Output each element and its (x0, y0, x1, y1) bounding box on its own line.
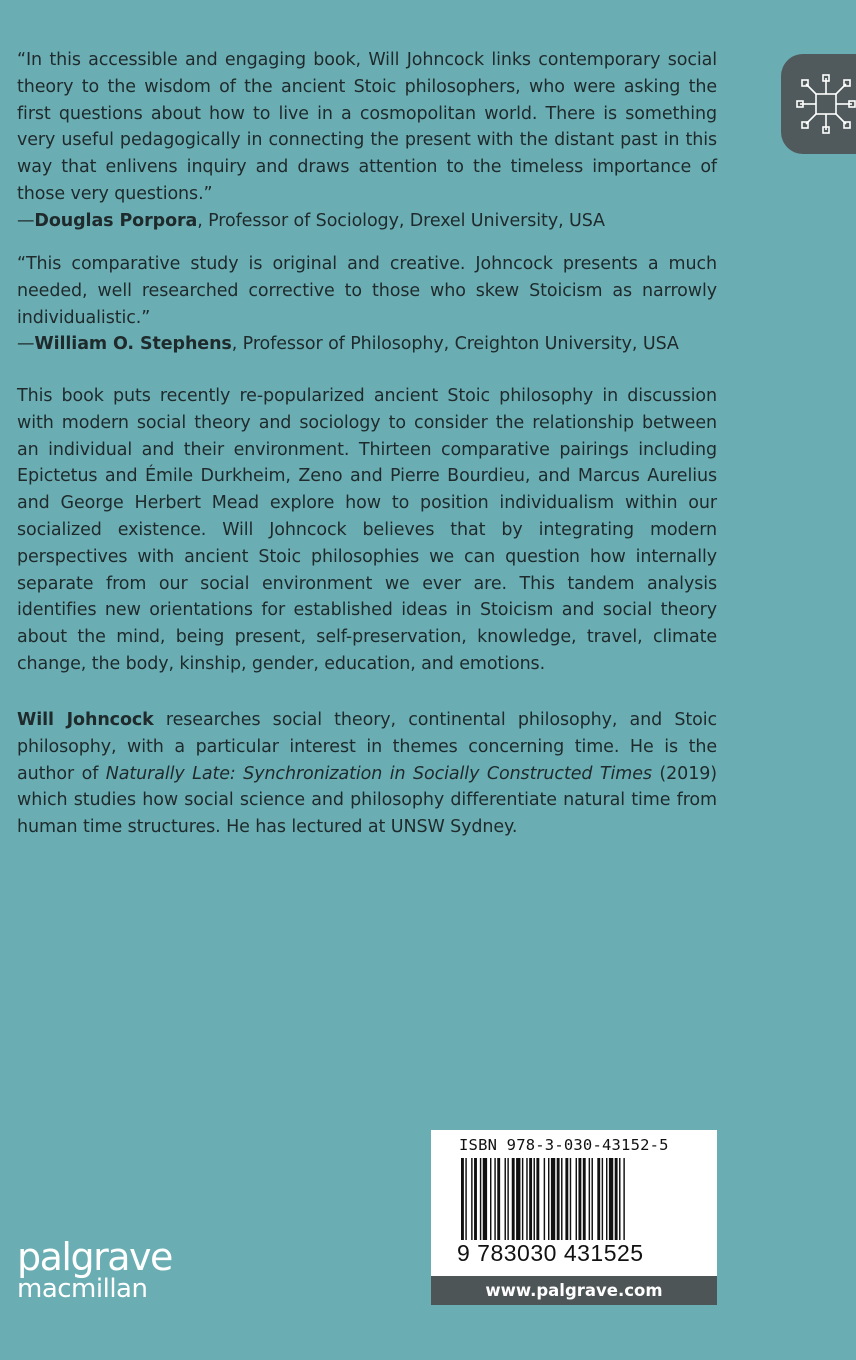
bio-paragraph (17, 707, 717, 841)
barcode-bar (474, 1158, 477, 1244)
barcode-bar (561, 1158, 562, 1244)
barcode-bar (609, 1158, 613, 1244)
quote-2-attribution (17, 331, 717, 358)
barcode-bar (583, 1158, 586, 1244)
barcode-bar (597, 1158, 600, 1244)
palgrave-logo-badge (781, 54, 856, 154)
barcode-bar (592, 1158, 593, 1244)
barcode-bar (606, 1158, 607, 1244)
isbn-barcode (431, 1130, 717, 1276)
bio-text-a: researches social theory, continental philosophy, and Stoic philosophy, with a particular interest in themes concerning time. He is the author of (17, 710, 717, 784)
isbn-label: ISBN 978-3-030-43152-5 (459, 1136, 669, 1154)
barcode-bar (578, 1158, 581, 1244)
bio-text-b: (2019) which studies how social science and philosophy differentiate natural time from human time structures. He has lectured at UNSW Sydney. (17, 763, 717, 838)
barcode-bar (507, 1158, 508, 1244)
barcode-bar (512, 1158, 515, 1244)
barcode-bar (480, 1158, 481, 1244)
publisher-logo (17, 1235, 172, 1304)
barcode-bar (529, 1158, 532, 1244)
barcode-bar (497, 1158, 500, 1244)
bio-book-title: Naturally Late: Synchronization in Socially Constructed Times (105, 763, 652, 784)
quote-2-author: William O. Stephens (34, 334, 232, 355)
barcode-bar (516, 1158, 520, 1244)
quote-2-text: “This comparative study is original and creative. Johncock presents a much needed, well researched corrective to those who skew Stoicism as narrowly individualistic.” (17, 254, 717, 328)
publisher-name-line1: palgrave (17, 1235, 172, 1279)
barcode-bar (490, 1158, 491, 1244)
quote-1-author: Douglas Porpora (34, 210, 198, 231)
barcode-bar (576, 1158, 577, 1244)
quote-2-affiliation: , Professor of Philosophy, Creighton University, USA (231, 334, 679, 355)
barcode-bar (615, 1158, 618, 1244)
publisher-name-line2: macmillan (17, 1274, 148, 1304)
endorsement-quote-1 (17, 47, 717, 235)
barcode-bar (483, 1158, 487, 1244)
barcode-bar (522, 1158, 523, 1244)
network-square-icon (796, 74, 856, 134)
quote-2-dash: — (17, 334, 35, 355)
bio-author-name: Will Johncock (17, 710, 154, 730)
barcode-bar (565, 1158, 568, 1244)
quote-1-attribution (17, 208, 717, 235)
publisher-website: www.palgrave.com (431, 1276, 717, 1305)
author-bio (17, 707, 717, 841)
barcode-bar (534, 1158, 535, 1244)
barcode-bar (589, 1158, 590, 1244)
barcode-bar (494, 1158, 495, 1244)
barcode-bar (602, 1158, 603, 1244)
barcode-bar (557, 1158, 560, 1244)
barcode-bar (526, 1158, 527, 1244)
quote-1-text: “In this accessible and engaging book, Will Johncock links contemporary social theory to the wisdom of the ancient Stoic philosophers, who were asking the first questions about how to live in a cosmopolitan world. There is something very useful pedagogically in connecting the present with the distant past in this way that enlivens inquiry and draws attention to the timeless importance of those very questions.” (17, 50, 717, 204)
barcode-bar (505, 1158, 506, 1244)
description-text: This book puts recently re-popularized ancient Stoic philosophy in discussion with modern social theory and sociology to consider the relationship between an individual and their environment. Thirteen comparative pairings including Epictetus and Émile Durkheim, Zeno and Pierre Bourdieu, and Marcus Aurelius and George Herbert Mead explore how to position individualism within our socialized existence. Will Johncock believes that by integrating modern perspectives with ancient Stoic philosophies we can question how internally separate from our social environment we ever are. This tandem analysis identifies new orientations for established ideas in Stoicism and social theory about the mind, being present, self-preservation, knowledge, travel, climate change, the body, kinship, gender, education, and emotions. (17, 386, 717, 674)
book-description (17, 383, 717, 678)
endorsement-quote-2 (17, 251, 717, 358)
quote-1-affiliation: , Professor of Sociology, Drexel University, USA (197, 210, 605, 231)
barcode-bar (551, 1158, 555, 1244)
barcode-bar (536, 1158, 539, 1244)
barcode-bar (570, 1158, 571, 1244)
barcode-digits: 9 783030 431525 (457, 1240, 644, 1266)
barcode-bar (471, 1158, 472, 1244)
quote-1-dash: — (17, 210, 35, 231)
